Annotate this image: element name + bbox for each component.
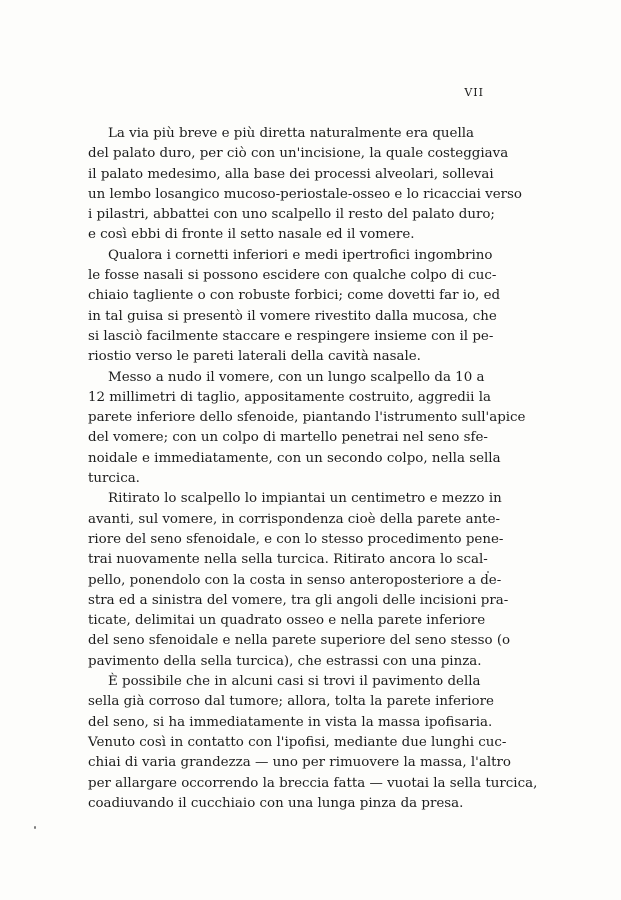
text-line: parete inferiore dello sfenoide, piantando l'istrumento sull'apice [88, 410, 526, 426]
text-line: Venuto così in contatto con l'ipofisi, mediante due lunghi cuc- [88, 734, 507, 750]
text-line: riostio verso le pareti laterali della cavità nasale. [88, 349, 421, 365]
text-line: pavimento della sella turcica), che estrassi con una pinza. [88, 653, 482, 669]
text-line: sella già corroso dal tumore; allora, tolta la parete inferiore [88, 694, 494, 710]
text-line: si lasciò facilmente staccare e respingere insieme con il pe- [88, 328, 494, 344]
text-line: del vomere; con un colpo di martello penetrai nel seno sfe- [88, 430, 488, 446]
text-line: riore del seno sfenoidale, e con lo stesso procedimento pene- [88, 531, 504, 547]
text-line: La via più breve e più diretta naturalmente era quella [108, 126, 475, 141]
body-text [88, 124, 538, 814]
text-line: chiaio tagliente o con robuste forbici; come dovetti far io, ed [88, 288, 501, 304]
text-line: 12 millimetri di taglio, appositamente costruito, aggredii la [88, 389, 491, 405]
text-line: il palato medesimo, alla base dei processi alveolari, sollevai [88, 166, 494, 182]
text-line: i pilastri, abbattei con uno scalpello il resto del palato duro; [88, 207, 495, 223]
text-line: per allargare occorrendo la breccia fatta — vuotai la sella turcica, [88, 775, 538, 791]
text-line: Ritirato lo scalpello lo impiantai un centimetro e mezzo in [108, 491, 502, 507]
paragraph [88, 672, 538, 814]
text-line: le fosse nasali si possono escidere con qualche colpo di cuc- [88, 268, 497, 284]
text-line: È possibile che in alcuni casi si trovi il pavimento della [108, 674, 481, 690]
paragraph [88, 489, 511, 672]
text-line: e così ebbi di fronte il setto nasale ed il vomere. [88, 227, 415, 243]
text-line: del seno, si ha immediatamente in vista la massa ipofisaria. [88, 714, 493, 730]
paragraph [88, 368, 526, 490]
text-line: avanti, sul vomere, in corrispondenza cioè della parete ante- [88, 511, 501, 527]
text-line: trai nuovamente nella sella turcica. Ritirato ancora lo scal- [88, 552, 488, 568]
text-line: Qualora i cornetti inferiori e medi ipertrofici ingombrino [108, 247, 493, 263]
text-line: coadiuvando il cucchiaio con una lunga pinza da presa. [88, 795, 464, 811]
text-line: chiai di varia grandezza — uno per rimuovere la massa, l'altro [88, 755, 511, 771]
text-line: pello, ponendolo con la costa in senso anteroposteriore a de- [88, 572, 502, 588]
text-line: Messo a nudo il vomere, con un lungo scalpello da 10 a [108, 369, 485, 385]
paragraph [88, 246, 501, 368]
text-line: in tal guisa si presentò il vomere rivestito dalla mucosa, che [88, 308, 497, 324]
text-line: ticate, delimitai un quadrato osseo e nella parete inferiore [88, 613, 486, 629]
text-line: noidale e immediatamente, con un secondo colpo, nella sella [88, 450, 501, 466]
text-line: un lembo losangico mucoso-periostale-osseo e lo ricacciai verso [88, 186, 522, 202]
paper-speck [34, 826, 36, 829]
text-line: del palato duro, per ciò con un'incisione, la quale costeggiava [88, 146, 509, 162]
text-line: del seno sfenoidale e nella parete superiore del seno stesso (o [88, 633, 511, 649]
paragraph [88, 124, 522, 246]
text-line: stra ed a sinistra del vomere, tra gli angoli delle incisioni pra- [88, 592, 509, 608]
paper-speck [487, 571, 489, 573]
page-number: VII [464, 86, 484, 99]
text-line: turcica. [88, 471, 140, 487]
